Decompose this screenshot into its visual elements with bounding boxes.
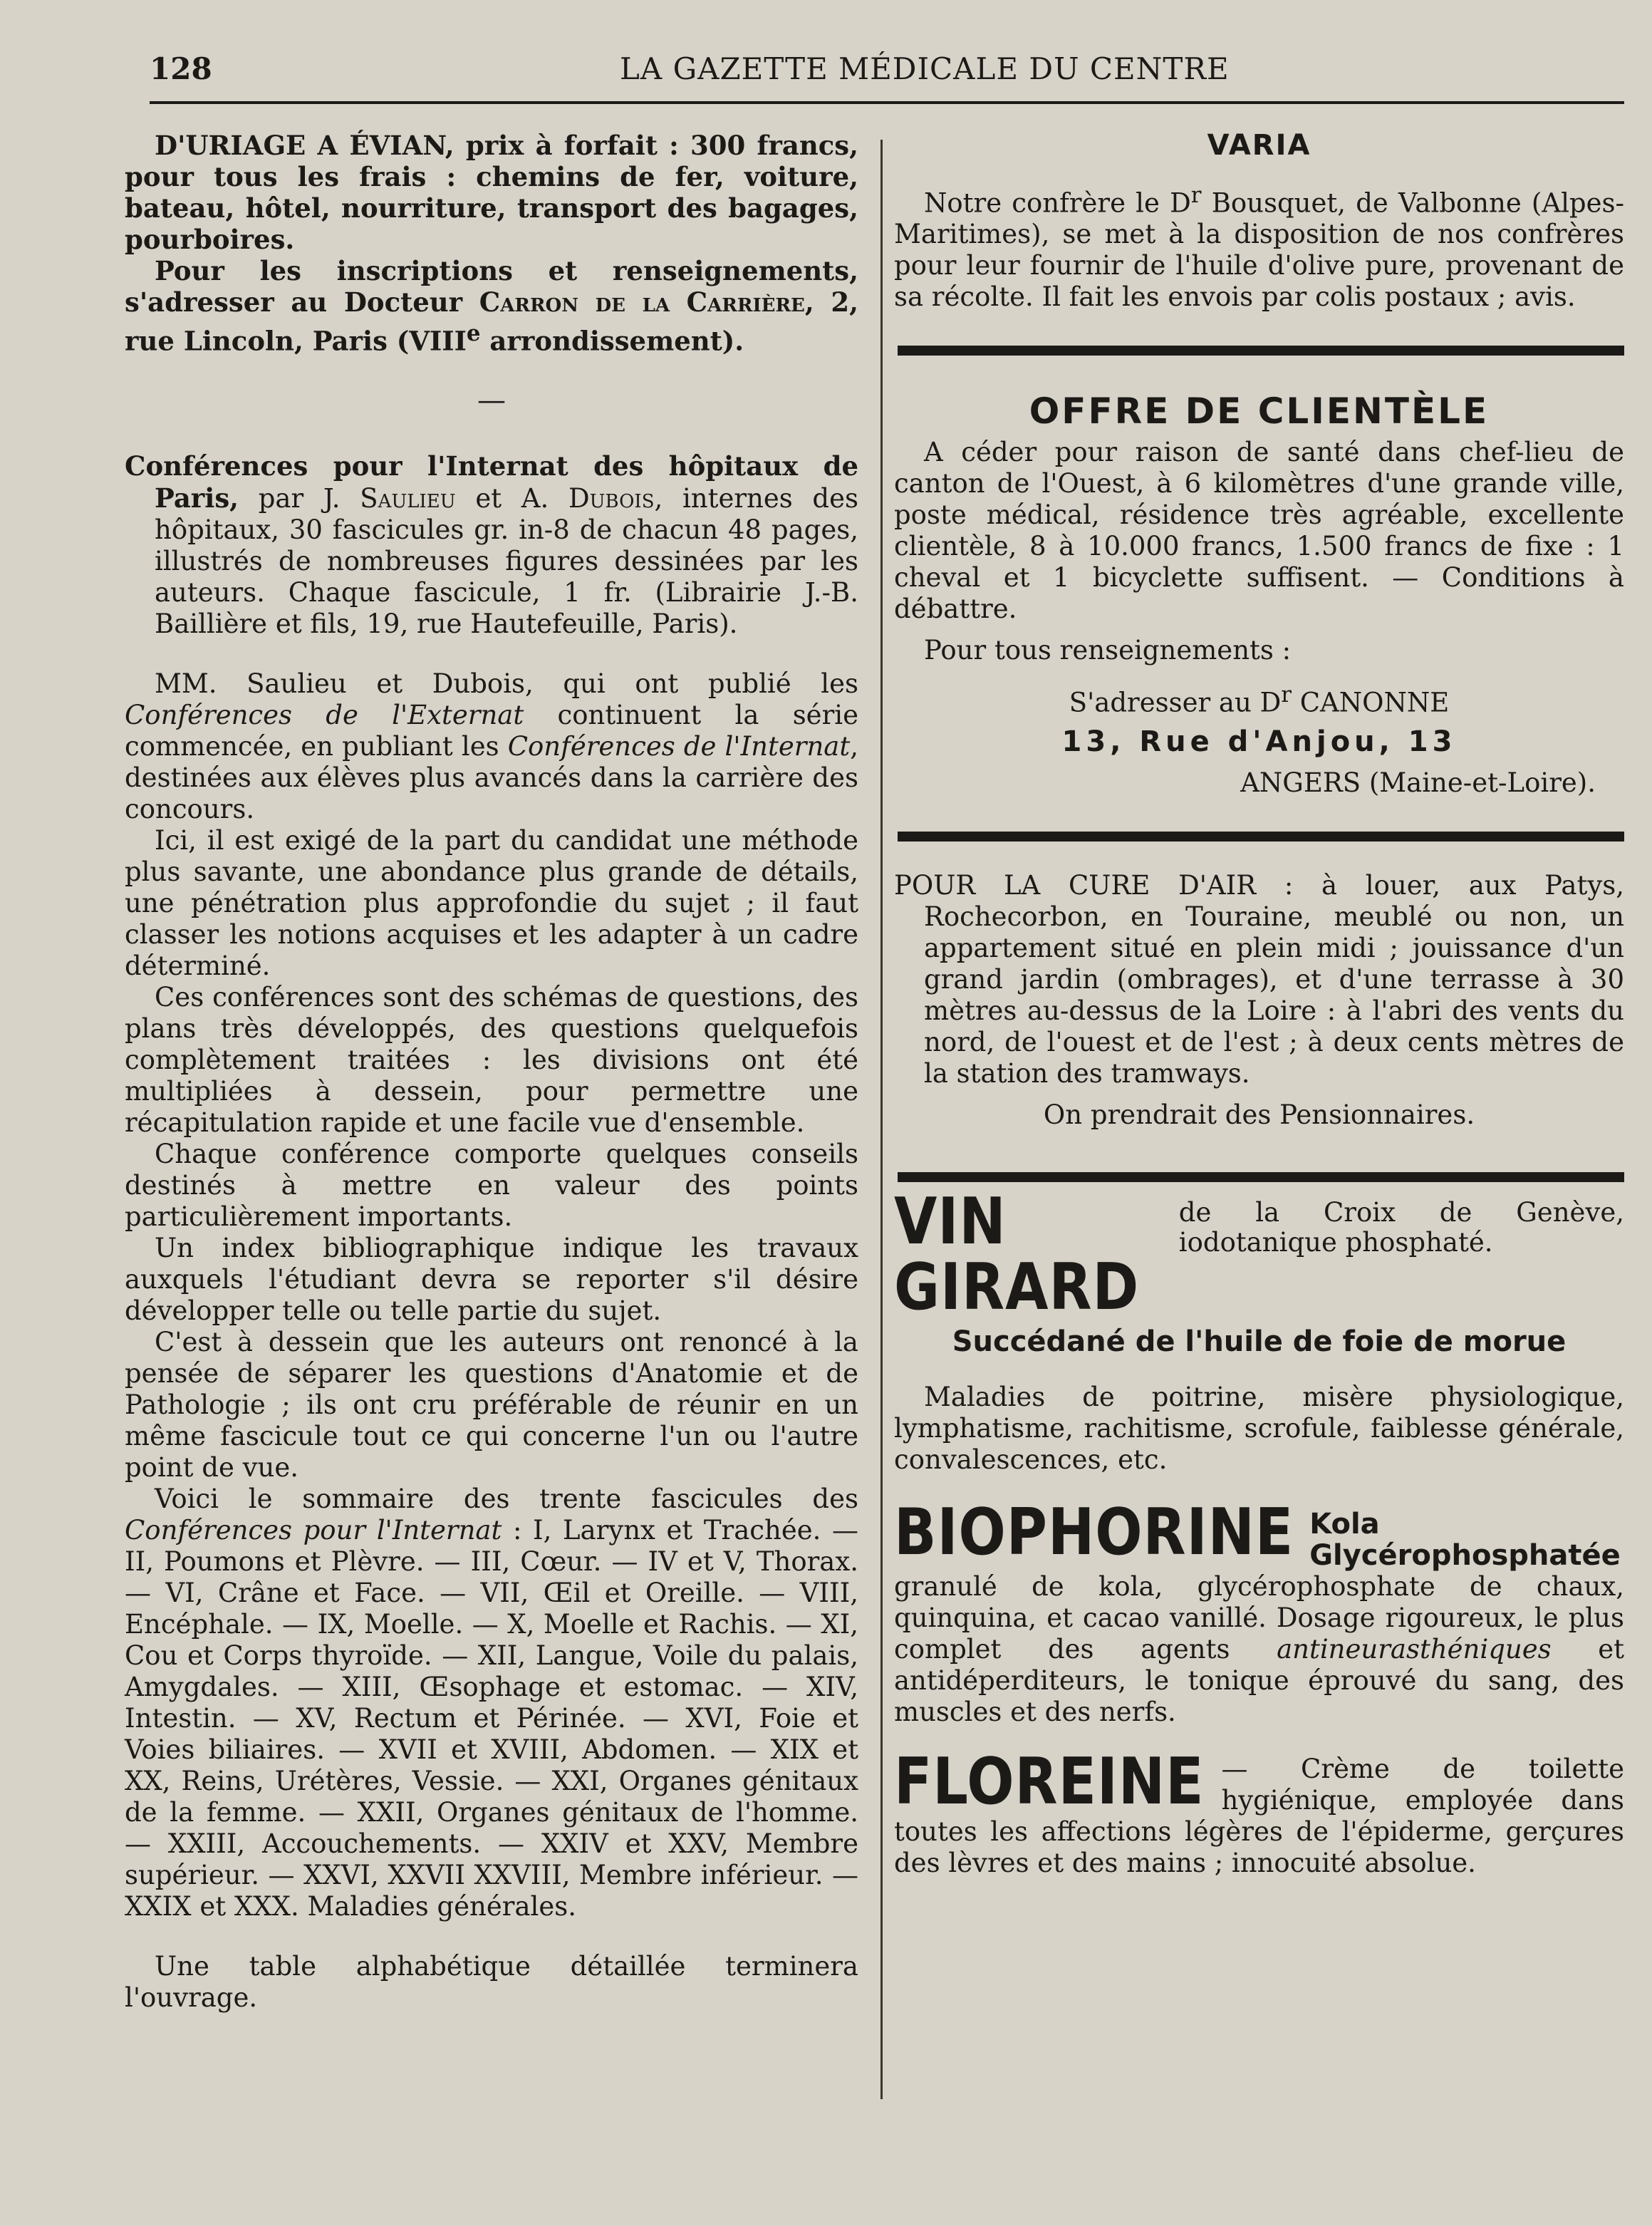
vin-girard-ad [894,1184,1624,1325]
vin-girard-brand: VIN GIRARD [894,1184,1140,1325]
cure-pensionnaires: On prendrait des Pensionnaires. [1043,1099,1475,1130]
paragraph-ici: Ici, il est exigé de la part du candidat une méthode plus savante, une abondance plus grande de détails, une pénétration plus approfondie du sujet ; il faut classer les notions acquises et les adapter à un cadre déterminé. [125,825,858,982]
section-rule [898,1172,1624,1182]
floreine-brand: FLOREINE [894,1744,1205,1819]
vin-girard-heading: Succédané de l'huile de foie de morue [952,1325,1567,1358]
paragraph-index: Un index bibliographique indique les travaux auxquels l'étudiant devra se reporter s'il désire développer telle ou telle partie du sujet. [125,1233,858,1327]
floreine-text: — Crème de toilette hygiénique, employée dans toutes les affections légères de l'épiderme, gerçures des lèvres et des mains ; innocuité absolue. [894,1753,1624,1878]
right-column [894,130,1624,1879]
left-column [125,130,858,2014]
vin-girard-tagline: de la Croix de Genève, iodotanique phosphaté. [1178,1196,1624,1258]
header-rule [150,101,1624,104]
evian-contact: Pour les inscriptions et renseignements, s'adresser au Docteur Carron de la Carrière, 2, rue Lincoln, Paris (VIIIe arrondissement). [125,255,859,357]
offre-contact: S'adresser au $D^r$ CANONNE [1069,682,1450,718]
biophorine-text: granulé de kola, glycérophosphate de chaux, quinquina, et cacao vanillé. Dosage rigoureux, le plus complet des agents antineurasthéniques et antidéperditeurs, le tonique éprouvé du sang, des muscles et des nerfs. [894,1570,1624,1727]
varia-text: Notre confrère le $D^r$ Bousquet, de Valbonne (Alpes-Maritimes), se met à la disposition de nos confrères pour leur fournir de l'huile d'olive pure, provenant de sa récolte. Il fait les envois par colis postaux ; avis. [894,182,1624,313]
section-rule [898,346,1624,356]
floreine-ad [894,1744,1624,1879]
cure-notice: POUR LA CURE D'AIR : à louer, aux Patys, Rochecorbon, en Touraine, meublé ou non, un appartement situé en plein midi ; jouissance d'un grand jardin (ombrages), et d'une terrasse à 30 mètres au-dessus de la Loire : à l'abri des vents du nord, de l'ouest et de l'est ; à deux cents mètres de la station des tramways. [894,869,1624,1089]
varia-heading: VARIA [1207,129,1311,162]
page-header [150,51,1624,87]
paragraph-table: Une table alphabétique détaillée terminera l'ouvrage. [125,1951,858,2014]
vin-girard-text: Maladies de poitrine, misère physiologique, lymphatisme, rachitisme, scrofule, faiblesse générale, convalescences, etc. [894,1381,1624,1475]
journal-title: LA GAZETTE MÉDICALE DU CENTRE [620,51,1230,86]
biophorine-ad [894,1495,1624,1572]
biophorine-tagline: Kola Glycérophosphatée [1309,1507,1621,1572]
conferences-notice: Conférences pour l'Internat des hôpitaux de Paris, par J. Saulieu et A. Dubois, internes des hôpitaux, 30 fascicules gr. in-8 de chacun 48 pages, illustrés de nombreuses figures dessinées par les auteurs. Chaque fascicule, 1 fr. (Librairie J.-B. Baillière et fils, 19, rue Hautefeuille, Paris). [125,450,858,640]
section-rule [898,832,1624,842]
paragraph-chaque: Chaque conférence comporte quelques conseils destinés à mettre en valeur des points particulièrement importants. [125,1139,858,1233]
offre-address: 13, Rue d'Anjou, 13 [1061,725,1457,758]
offre-renseignements: Pour tous renseignements : [924,635,1292,666]
paragraph-sommaire: Voici le sommaire des trente fascicules des Conférences pour l'Internat : I, Larynx et Trachée. — II, Poumons et Plèvre. — III, Cœur. — IV et V, Thorax. — VI, Crâne et Face. — VII, Œil et Oreille. — VIII, Encéphale. — IX, Moelle. — X, Moelle et Rachis. — XI, Cou et Corps thyroïde. — XII, Langue, Voile du palais, Amygdales. — XIII, Œsophage et estomac. — XIV, Intestin. — XV, Rectum et Périnée. — XVI, Foie et Voies biliaires. — XVII et XVIII, Abdomen. — XIX et XX, Reins, Urétères, Vessie. — XXI, Organes génitaux de la femme. — XXII, Organes génitaux de l'homme. — XXIII, Accouchements. — XXIV et XXV, Membre supérieur. — XXVI, XXVII XXVIII, Membre inférieur. — XXIX et XXX. Maladies générales. [125,1484,858,1922]
paragraph-dessein: C'est à dessein que les auteurs ont renoncé à la pensée de séparer les questions d'Anatomie et de Pathologie ; ils ont cru préférable de réunir en un même fascicule tout ce qui concerne l'un ou l'autre point de vue. [125,1327,858,1484]
section-separator: — [477,384,506,418]
paragraph-mm: MM. Saulieu et Dubois, qui ont publié les Conférences de l'Externat continuent la série commencée, en publiant les Conférences de l'Internat, destinées aux élèves plus avancés dans la carrière des concours. [125,668,858,825]
page-number: 128 [150,51,212,86]
column-divider [880,140,883,2099]
biophorine-brand: BIOPHORINE [894,1495,1294,1570]
evian-notice: D'URIAGE A ÉVIAN, prix à forfait : 300 francs, pour tous les frais : chemins de fer, voiture, bateau, hôtel, nourriture, transport des bagages, pourboires. [125,130,858,255]
paragraph-ces: Ces conférences sont des schémas de questions, des plans très développés, des questions quelquefois complètement traitées : les divisions ont été multipliées à dessein, pour permettre une récapitulation rapide et une facile vue d'ensemble. [125,982,858,1139]
offre-city: ANGERS (Maine-et-Loire). [1240,767,1596,798]
offre-heading: OFFRE DE CLIENTÈLE [1029,390,1490,433]
offre-text: A céder pour raison de santé dans chef-lieu de canton de l'Ouest, à 6 kilomètres d'une grande ville, poste médical, résidence très agréable, excellente clientèle, 8 à 10.000 francs, 1.500 francs de fixe : 1 cheval et 1 bicyclette suffisent. — Conditions à débattre. [894,437,1624,625]
